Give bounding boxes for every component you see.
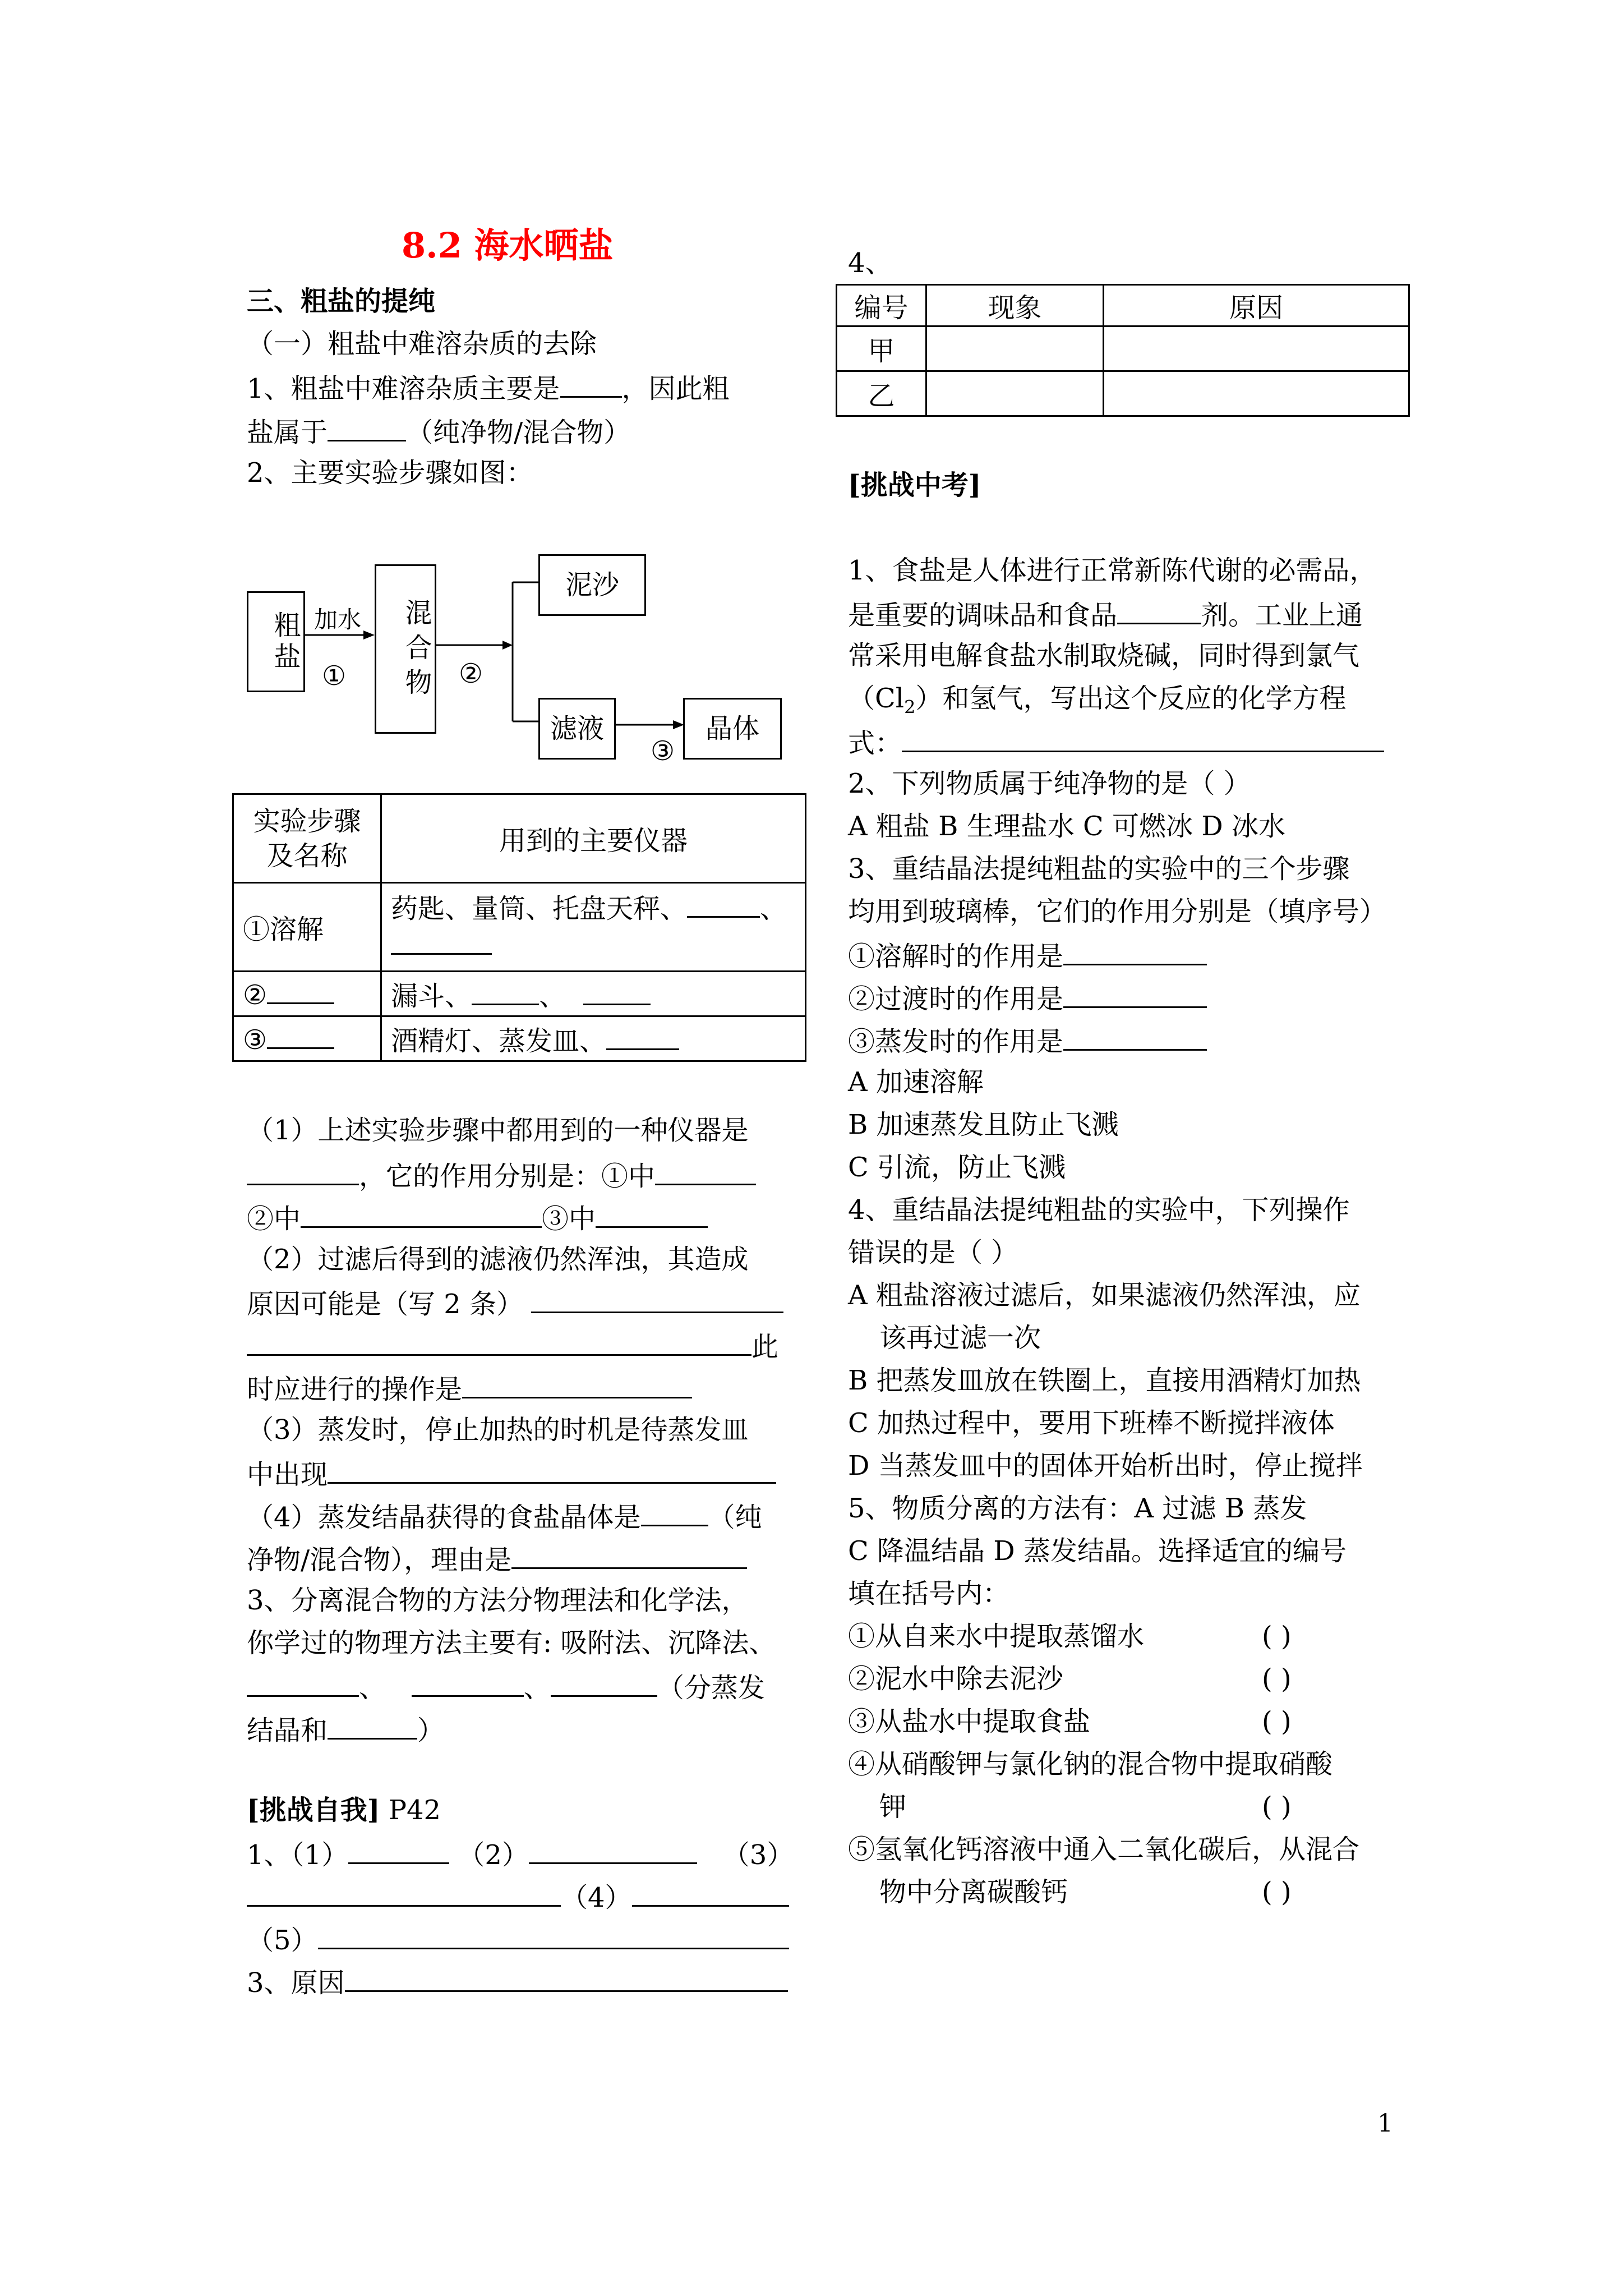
table-cell-step-3-instruments: [381, 1016, 806, 1061]
challenge-self-line-4: [247, 1964, 788, 1999]
obs-row-a-id: 甲: [837, 326, 926, 371]
exam-q1-subscript: 2: [904, 696, 916, 718]
part-1-blank-instrument[interactable]: [247, 1158, 359, 1185]
part-4-blank-2[interactable]: [511, 1542, 747, 1569]
q3-blank-3[interactable]: [551, 1669, 657, 1697]
question-2: 2、主要实验步骤如图：: [247, 457, 533, 489]
question-3-line-4: [247, 1712, 444, 1747]
step-3-blank-1[interactable]: [606, 1023, 679, 1050]
exam-q5-line-1: 5、物质分离的方法有：A 过滤 B 蒸发: [848, 1493, 1307, 1524]
exam-q3-line-2: 均用到玻璃棒，它们的作用分别是（填序号）: [848, 896, 1387, 927]
step-2-instruments-text: 漏斗、: [391, 981, 472, 1012]
part-2-line-3: [247, 1328, 778, 1363]
challenge-self-line-1: [247, 1837, 794, 1871]
flow-step-1: ①: [322, 660, 347, 692]
part-1-line-3: [247, 1200, 708, 1235]
exam-q1-line-3: 常采用电解食盐水制取烧碱，同时得到氯气: [848, 640, 1360, 671]
exam-q1-text-b2: 剂。工业上通: [1201, 600, 1363, 631]
part-2-line-4: [247, 1371, 692, 1406]
exam-q1-line-4: [848, 682, 1346, 724]
exam-q5-item-2: ②泥水中除去泥沙: [848, 1663, 1064, 1695]
step-3-instruments-text: 酒精灯、蒸发皿、: [391, 1025, 607, 1057]
step-2-label: ②: [243, 979, 268, 1011]
flow-arrow-1: [305, 628, 375, 642]
question-1-line-1: [247, 370, 730, 405]
part-2-blank-2[interactable]: [247, 1328, 751, 1356]
flow-box-crystal-label: 晶体: [705, 713, 759, 744]
part-1-text-b: ，它的作用分别是：①中: [359, 1161, 656, 1192]
question-4-label: 4、: [848, 247, 892, 279]
part-2-text-b: 原因可能是（写 2 条）: [247, 1289, 524, 1320]
exam-q3-blank-1[interactable]: [1063, 938, 1207, 965]
question-3-line-2: 你学过的物理方法主要有: 吸附法、沉降法、: [247, 1627, 776, 1659]
part-1-text-d: ③中: [542, 1203, 596, 1235]
q1-text-c: 盐属于: [247, 417, 328, 448]
challenge-self-page: P42: [388, 1795, 441, 1826]
part-1-blank-1[interactable]: [655, 1158, 756, 1185]
part-4-blank-1[interactable]: [641, 1499, 708, 1526]
challenge-self-line-3: [247, 1922, 789, 1957]
table-row: [837, 326, 1409, 371]
challenge-self-label: [挑战自我]: [247, 1795, 380, 1826]
obs-row-b-phenomenon[interactable]: [926, 371, 1104, 416]
exam-q1-text-b: 是重要的调味品和食品: [848, 600, 1118, 631]
part-4-text-c: 净物/混合物），理由是: [247, 1544, 512, 1576]
section-heading: 三、粗盐的提纯: [247, 286, 436, 317]
exam-q3-item-1: [848, 938, 1207, 973]
part-1-blank-2[interactable]: [301, 1200, 542, 1228]
exam-q1-text-d: （Cl: [848, 683, 905, 714]
c3-label: 3、原因: [247, 1967, 345, 1999]
exam-q3-option-c: C 引流，防止飞溅: [848, 1152, 1066, 1183]
exam-q4-option-a-line-2: 该再过滤一次: [879, 1322, 1041, 1354]
exam-q1-line-5: [848, 725, 1384, 760]
step-3-blank[interactable]: [267, 1022, 334, 1049]
exam-q5-answer-2[interactable]: ( ): [1262, 1663, 1292, 1695]
table-cell-step-2: [233, 972, 381, 1016]
q1-text-b: ，因此粗: [621, 373, 730, 404]
flow-box-sediment-label: 泥沙: [565, 569, 619, 601]
flow-box-crude-salt-label: 粗盐: [269, 611, 301, 674]
q3-blank-4[interactable]: [328, 1712, 417, 1740]
obs-row-a-phenomenon[interactable]: [926, 326, 1104, 371]
table-row: [233, 972, 806, 1016]
table-header-step: 实验步骤及名称: [233, 794, 381, 883]
q3-sep-2: 、: [523, 1672, 551, 1704]
obs-header-reason: 原因: [1104, 285, 1409, 326]
flow-box-filtrate-label: 滤液: [550, 713, 604, 744]
page-number: 1: [1377, 2109, 1393, 2138]
part-2-blank-1[interactable]: [531, 1286, 783, 1313]
part-3-blank[interactable]: [328, 1456, 776, 1484]
table-cell-step-2-instruments: [381, 972, 806, 1016]
c1-blank-1[interactable]: [348, 1837, 449, 1864]
exam-q1-line-1: 1、食盐是人体进行正常新陈代谢的必需品，: [848, 555, 1377, 586]
table-cell-dissolve-instruments: [381, 883, 806, 972]
exam-q5-item-4-line-1: ④从硝酸钾与氯化钠的混合物中提取硝酸: [848, 1749, 1333, 1780]
exam-q2: 2、下列物质属于纯净物的是（ ）: [848, 768, 1251, 799]
part-2-text-c: 此: [751, 1331, 779, 1363]
dissolve-separator: 、: [760, 892, 787, 924]
c1-label-4: （4）: [561, 1882, 632, 1913]
exam-q1-line-2: [848, 597, 1363, 632]
q1-blank-2[interactable]: [328, 414, 406, 441]
step-2-blank-1[interactable]: [472, 978, 539, 1005]
page-title: 8.2 海水晒盐: [402, 225, 614, 266]
exam-q4-line-1: 4、重结晶法提纯粗盐的实验中，下列操作: [848, 1194, 1350, 1226]
question-3-line-3: [247, 1669, 765, 1704]
exam-q3-option-b: B 加速蒸发且防止飞溅: [848, 1109, 1119, 1140]
exam-q3-line-1: 3、重结晶法提纯粗盐的实验中的三个步骤: [848, 853, 1350, 885]
table-header-row: [837, 285, 1409, 326]
table-row: [837, 371, 1409, 416]
c1-blank-4[interactable]: [632, 1879, 789, 1907]
c1-blank-2[interactable]: [529, 1837, 697, 1864]
question-1-line-2: [247, 414, 630, 449]
exam-q1-text-d2: ）和氢气，写出这个反应的化学方程: [915, 683, 1347, 714]
dissolve-blank-2[interactable]: [391, 927, 492, 955]
part-4-text-b: （纯: [708, 1502, 762, 1533]
c1-label-2: （2）: [458, 1839, 529, 1871]
part-2-text-d: 时应进行的操作是: [247, 1374, 463, 1405]
flow-box-mixture-label: 混合物: [400, 599, 432, 703]
part-2-line-1: （2）过滤后得到的滤液仍然浑浊，其造成: [247, 1244, 749, 1275]
obs-row-b-reason[interactable]: [1104, 371, 1409, 416]
part-3-text-b: 中出现: [247, 1459, 328, 1490]
q3-blank-1[interactable]: [247, 1669, 359, 1697]
c1-blank-3[interactable]: [247, 1879, 561, 1907]
q1-text-d: （纯净物/混合物）: [406, 417, 631, 448]
flow-step-3: ③: [651, 735, 675, 767]
table-row: [233, 883, 806, 972]
q3-sep-1: 、: [359, 1672, 386, 1704]
step-2-blank-2[interactable]: [583, 978, 651, 1005]
exam-q3-blank-3[interactable]: [1063, 1023, 1207, 1051]
exam-q2-options: A 粗盐 B 生理盐水 C 可燃冰 D 冰水: [848, 811, 1285, 842]
part-4-line-2: [247, 1542, 747, 1576]
exam-q5-answer-1[interactable]: ( ): [1262, 1621, 1292, 1652]
obs-row-b-id: 乙: [837, 371, 926, 416]
q1-text-a: 1、粗盐中难溶杂质主要是: [247, 373, 560, 404]
exam-q5-item-5-line-1: ⑤氢氧化钙溶液中通入二氧化碳后，从混合: [848, 1834, 1360, 1865]
exam-q3-item-2: [848, 981, 1207, 1015]
exam-q5-item-5-line-2: 物中分离碳酸钙: [879, 1876, 1068, 1908]
exam-q1-blank-1[interactable]: [1117, 597, 1201, 624]
challenge-exam-heading: [挑战中考]: [848, 470, 981, 501]
exam-q4-option-a-line-1: A 粗盐溶液过滤后，如果滤液仍然浑浊，应: [848, 1280, 1361, 1311]
exam-q1-text-e: 式：: [848, 728, 902, 759]
part-4-text-a: （4）蒸发结晶获得的食盐晶体是: [247, 1502, 641, 1533]
part-1-line-1: （1）上述实验步骤中都用到的一种仪器是: [247, 1115, 749, 1146]
subsection-heading: （一）粗盐中难溶杂质的去除: [247, 328, 597, 360]
exam-q4-option-b: B 把蒸发皿放在铁圈上，直接用酒精灯加热: [848, 1365, 1361, 1396]
flow-arrow-3: [616, 718, 685, 731]
obs-row-a-reason[interactable]: [1104, 326, 1409, 371]
c1-blank-5[interactable]: [318, 1922, 789, 1949]
instrument-table: [232, 793, 806, 1062]
exam-q5-item-4-line-2: 钾: [879, 1791, 907, 1823]
exam-q3-blank-2[interactable]: [1063, 981, 1207, 1008]
flow-step-2: ②: [459, 658, 483, 689]
step-2-blank[interactable]: [267, 977, 334, 1004]
flow-add-water-label: 加水: [314, 606, 362, 633]
table-header-instruments: 用到的主要仪器: [381, 794, 806, 883]
question-3-line-1: 3、分离混合物的方法分物理法和化学法，: [247, 1585, 749, 1616]
table-cell-dissolve: ①溶解: [233, 883, 381, 972]
table-header-row: [233, 794, 806, 883]
exam-q5-answer-4[interactable]: ( ): [1262, 1791, 1292, 1823]
step-3-label: ③: [243, 1024, 268, 1056]
exam-q4-line-2: 错误的是（ ）: [848, 1237, 1018, 1268]
part-2-line-2: [247, 1286, 783, 1320]
c1-label-5: （5）: [247, 1925, 318, 1956]
exam-q5-line-3: 填在括号内：: [848, 1578, 1010, 1609]
q3-text-d: 结晶和: [247, 1715, 328, 1746]
exam-q3-item-3: [848, 1023, 1207, 1058]
c1-label-1: 1、（1）: [247, 1839, 349, 1871]
table-row: [233, 1016, 806, 1061]
q1-blank-1[interactable]: [560, 370, 622, 398]
exam-q5-item-3: ③从盐水中提取食盐: [848, 1706, 1091, 1737]
step-2-separator: 、: [539, 981, 566, 1012]
exam-q5-item-1: ①从自来水中提取蒸馏水: [848, 1621, 1145, 1652]
exam-q3-option-a: A 加速溶解: [848, 1066, 984, 1098]
obs-header-id: 编号: [837, 285, 926, 326]
part-1-line-2: [247, 1158, 756, 1193]
part-3-line-2: [247, 1456, 776, 1491]
exam-q3-item-2-text: ②过渡时的作用是: [848, 983, 1064, 1015]
part-3-line-1: （3）蒸发时，停止加热的时机是待蒸发皿: [247, 1414, 749, 1446]
exam-q3-item-3-text: ③蒸发时的作用是: [848, 1026, 1064, 1057]
dissolve-instruments-text: 药匙、量筒、托盘天秤、: [391, 892, 688, 924]
exam-q4-option-d: D 当蒸发皿中的固体开始析出时，停止搅拌: [848, 1450, 1363, 1481]
challenge-self-line-2: [247, 1879, 789, 1914]
part-2-blank-3[interactable]: [462, 1371, 692, 1398]
challenge-self-heading: [247, 1794, 441, 1826]
exam-q1-blank-equation[interactable]: [902, 725, 1384, 752]
part-4-line-1: [247, 1499, 762, 1534]
exam-q3-item-1-text: ①溶解时的作用是: [848, 941, 1064, 972]
exam-q4-option-c: C 加热过程中，要用下班棒不断搅拌液体: [848, 1407, 1335, 1439]
observation-table: [836, 284, 1410, 417]
part-1-blank-3[interactable]: [596, 1200, 708, 1228]
exam-q5-answer-3[interactable]: ( ): [1262, 1706, 1292, 1737]
part-1-text-c: ②中: [247, 1203, 301, 1235]
exam-q5-line-2: C 降温结晶 D 蒸发结晶。选择适宜的编号: [848, 1535, 1347, 1567]
c1-label-3: （3）: [722, 1839, 794, 1871]
c3-blank[interactable]: [345, 1964, 788, 1992]
obs-header-phenomenon: 现象: [926, 285, 1104, 326]
q3-text-e: ）: [417, 1715, 445, 1746]
q3-text-c3: （分蒸发: [657, 1672, 765, 1704]
q3-blank-2[interactable]: [412, 1669, 524, 1697]
exam-q5-answer-5[interactable]: ( ): [1262, 1876, 1292, 1908]
table-cell-step-3: [233, 1016, 381, 1061]
dissolve-blank-1[interactable]: [687, 890, 760, 918]
